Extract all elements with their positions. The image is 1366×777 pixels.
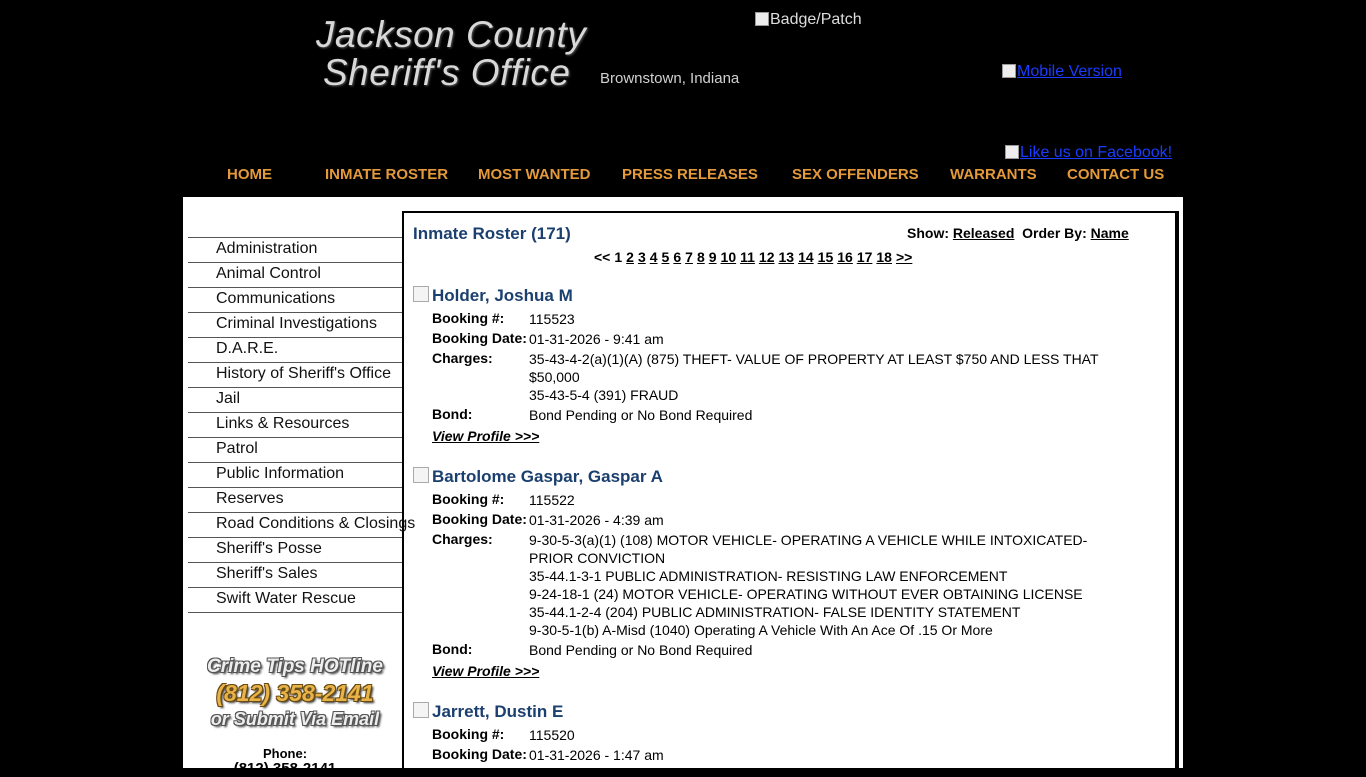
crime-tips-email-link[interactable]: or Submit Via Email: [210, 709, 380, 729]
crime-tips-phone: (812) 358-2141: [216, 680, 374, 706]
sidebar-item-reserves[interactable]: Reserves: [188, 487, 402, 512]
page-link[interactable]: 18: [876, 249, 892, 265]
show-label: Show:: [907, 225, 949, 241]
bond-value: Bond Pending or No Bond Required: [529, 642, 753, 658]
view-profile-link[interactable]: View Profile >>>: [432, 428, 540, 444]
sidebar-item-criminal-investigations[interactable]: Criminal Investigations: [188, 312, 402, 337]
booking-number-label: Booking #:: [432, 310, 505, 326]
booking-date-value: 01-31-2026 - 9:41 am: [529, 331, 664, 347]
nav-contact-us[interactable]: CONTACT US: [1067, 166, 1165, 183]
page-link[interactable]: 17: [856, 249, 873, 265]
inmate-name: Jarrett, Dustin E: [432, 702, 564, 721]
badge-patch-image: [755, 11, 862, 29]
inmate-name: Holder, Joshua M: [432, 286, 573, 305]
booking-number-value: 115520: [529, 727, 575, 743]
page-link[interactable]: 12: [758, 249, 775, 265]
show-released-link[interactable]: Released: [952, 225, 1015, 241]
phone-number: (812) 358-2141: [233, 760, 337, 777]
page-link[interactable]: 1: [614, 249, 623, 265]
site-location: Brownstown, Indiana: [600, 70, 740, 87]
broken-image-icon: [413, 286, 429, 302]
sidebar-item-jail[interactable]: Jail: [188, 387, 402, 412]
charge-item: 35-44.1-2-4 (204) PUBLIC ADMINISTRATION- FALSE IDENTITY STATEMENT: [529, 604, 1021, 620]
nav-inmate-roster[interactable]: INMATE ROSTER: [325, 166, 449, 183]
booking-date-row: [432, 511, 1133, 531]
charge-item: 35-44.1-3-1 PUBLIC ADMINISTRATION- RESISTING LAW ENFORCEMENT: [529, 568, 1008, 584]
charge-item: 35-43-4-2(a)(1)(A) (875) THEFT- VALUE OF PROPERTY AT LEAST $750 AND LESS THAT $50,000: [529, 351, 1099, 385]
nav-sex-offenders[interactable]: SEX OFFENDERS: [792, 166, 919, 183]
site-title-line1: Jackson County: [316, 14, 587, 55]
sidebar-item-sheriffs-sales[interactable]: Sheriff's Sales: [188, 562, 402, 587]
page-link[interactable]: 9: [708, 249, 717, 265]
booking-date-label: Booking Date:: [432, 746, 527, 762]
facebook-link[interactable]: [1005, 144, 1172, 162]
charges-list: [529, 350, 1133, 404]
charge-item: 35-43-5-4 (391) FRAUD: [529, 387, 679, 403]
page-link[interactable]: 4: [649, 249, 658, 265]
order-by-label: Order By:: [1022, 225, 1087, 241]
phone-label: Phone:: [262, 746, 308, 761]
sidebar-item-links-resources[interactable]: Links & Resources: [188, 412, 402, 437]
booking-number-label: Booking #:: [432, 726, 505, 742]
charges-label: Charges:: [432, 531, 493, 547]
inmate-entry: [413, 702, 1133, 766]
booking-date-value: 01-31-2026 - 4:39 am: [529, 512, 664, 528]
crime-tips-heading: Crime Tips HOTline: [207, 656, 383, 677]
charges-row: [432, 531, 1133, 639]
inmate-name-link[interactable]: [413, 286, 1133, 306]
charges-row: [432, 350, 1133, 404]
facebook-alt-text: Like us on Facebook!: [1020, 144, 1173, 161]
inmate-entry: [413, 467, 1133, 679]
main-nav: [183, 166, 1183, 186]
broken-image-icon: [755, 12, 769, 26]
inmate-name-link[interactable]: [413, 467, 1133, 487]
page-link[interactable]: 2: [626, 249, 634, 265]
booking-date-label: Booking Date:: [432, 511, 527, 527]
page-link[interactable]: 7: [685, 249, 693, 265]
mobile-version-link[interactable]: [1002, 63, 1122, 81]
mobile-alt-text: Mobile Version: [1017, 63, 1122, 80]
page-link[interactable]: 6: [673, 249, 682, 265]
sidebar-item-sheriffs-posse[interactable]: Sheriff's Posse: [188, 537, 402, 562]
inmate-name-link[interactable]: [413, 702, 1133, 722]
page-link[interactable]: 13: [778, 249, 795, 265]
pager-prev[interactable]: <<: [594, 249, 611, 265]
site-title-line2: Sheriff's Office: [323, 52, 571, 93]
nav-press-releases[interactable]: PRESS RELEASES: [622, 166, 758, 183]
inmate-name: Bartolome Gaspar, Gaspar A: [432, 467, 663, 486]
page-link[interactable]: 5: [661, 249, 670, 265]
charges-list: [529, 531, 1133, 639]
sidebar-menu: [188, 237, 416, 613]
booking-number-row: [432, 491, 1133, 511]
nav-warrants[interactable]: WARRANTS: [950, 166, 1037, 183]
booking-date-row: [432, 746, 1133, 766]
broken-image-icon: [1005, 145, 1019, 159]
booking-number-row: [432, 726, 1133, 746]
sidebar-item-animal-control[interactable]: Animal Control: [188, 262, 402, 287]
broken-image-icon: [413, 702, 429, 718]
booking-date-label: Booking Date:: [432, 330, 527, 346]
sidebar-item-public-information[interactable]: Public Information: [188, 462, 402, 487]
nav-home[interactable]: HOME: [227, 166, 272, 183]
booking-date-value: 01-31-2026 - 1:47 am: [529, 747, 664, 763]
bond-row: [432, 641, 1133, 661]
roster-filter-bar: [907, 225, 1129, 241]
roster-title: Inmate Roster (171): [413, 224, 571, 243]
sidebar-item-road-conditions[interactable]: Road Conditions & Closings: [188, 512, 402, 537]
charge-item: 9-30-5-3(a)(1) (108) MOTOR VEHICLE- OPERATING A VEHICLE WHILE INTOXICATED- PRIOR CONVICTION: [529, 532, 1088, 566]
bond-value: Bond Pending or No Bond Required: [529, 407, 753, 423]
booking-number-value: 115523: [529, 311, 575, 327]
charge-item: 9-30-5-1(b) A-Misd (1040) Operating A Vehicle With An Ace Of .15 Or More: [529, 622, 993, 638]
page-link[interactable]: 3: [637, 249, 646, 265]
booking-number-value: 115522: [529, 492, 575, 508]
booking-number-label: Booking #:: [432, 491, 505, 507]
page-link[interactable]: 10: [720, 249, 737, 265]
badge-alt-text: Badge/Patch: [770, 11, 862, 28]
bond-label: Bond:: [432, 641, 473, 657]
nav-most-wanted[interactable]: MOST WANTED: [478, 166, 591, 183]
charges-label: Charges:: [432, 350, 493, 366]
charge-item: 9-24-18-1 (24) MOTOR VEHICLE- OPERATING WITHOUT EVER OBTAINING LICENSE: [529, 586, 1083, 602]
page-link[interactable]: 15: [817, 249, 834, 265]
pager-next[interactable]: >>: [895, 249, 913, 265]
broken-image-icon: [413, 467, 429, 483]
bond-label: Bond:: [432, 406, 473, 422]
inmate-entry: [413, 286, 1133, 444]
sidebar-item-patrol[interactable]: Patrol: [188, 437, 402, 462]
page-link[interactable]: 8: [696, 249, 705, 265]
pagination: [594, 249, 916, 265]
sidebar-item-swift-water-rescue[interactable]: Swift Water Rescue: [188, 587, 402, 613]
sidebar-item-administration[interactable]: Administration: [188, 237, 402, 262]
booking-number-row: [432, 310, 1133, 330]
bond-row: [432, 406, 1133, 426]
order-by-name-link[interactable]: Name: [1090, 225, 1129, 241]
sidebar-item-dare[interactable]: D.A.R.E.: [188, 337, 402, 362]
page-link[interactable]: 16: [837, 249, 853, 265]
sidebar-item-communications[interactable]: Communications: [188, 287, 402, 312]
page-link[interactable]: 14: [798, 249, 814, 265]
broken-image-icon: [1002, 64, 1016, 78]
view-profile-link[interactable]: View Profile >>>: [432, 663, 540, 679]
page-link[interactable]: 11: [740, 249, 755, 265]
booking-date-row: [432, 330, 1133, 350]
sidebar-item-history[interactable]: History of Sheriff's Office: [188, 362, 402, 387]
